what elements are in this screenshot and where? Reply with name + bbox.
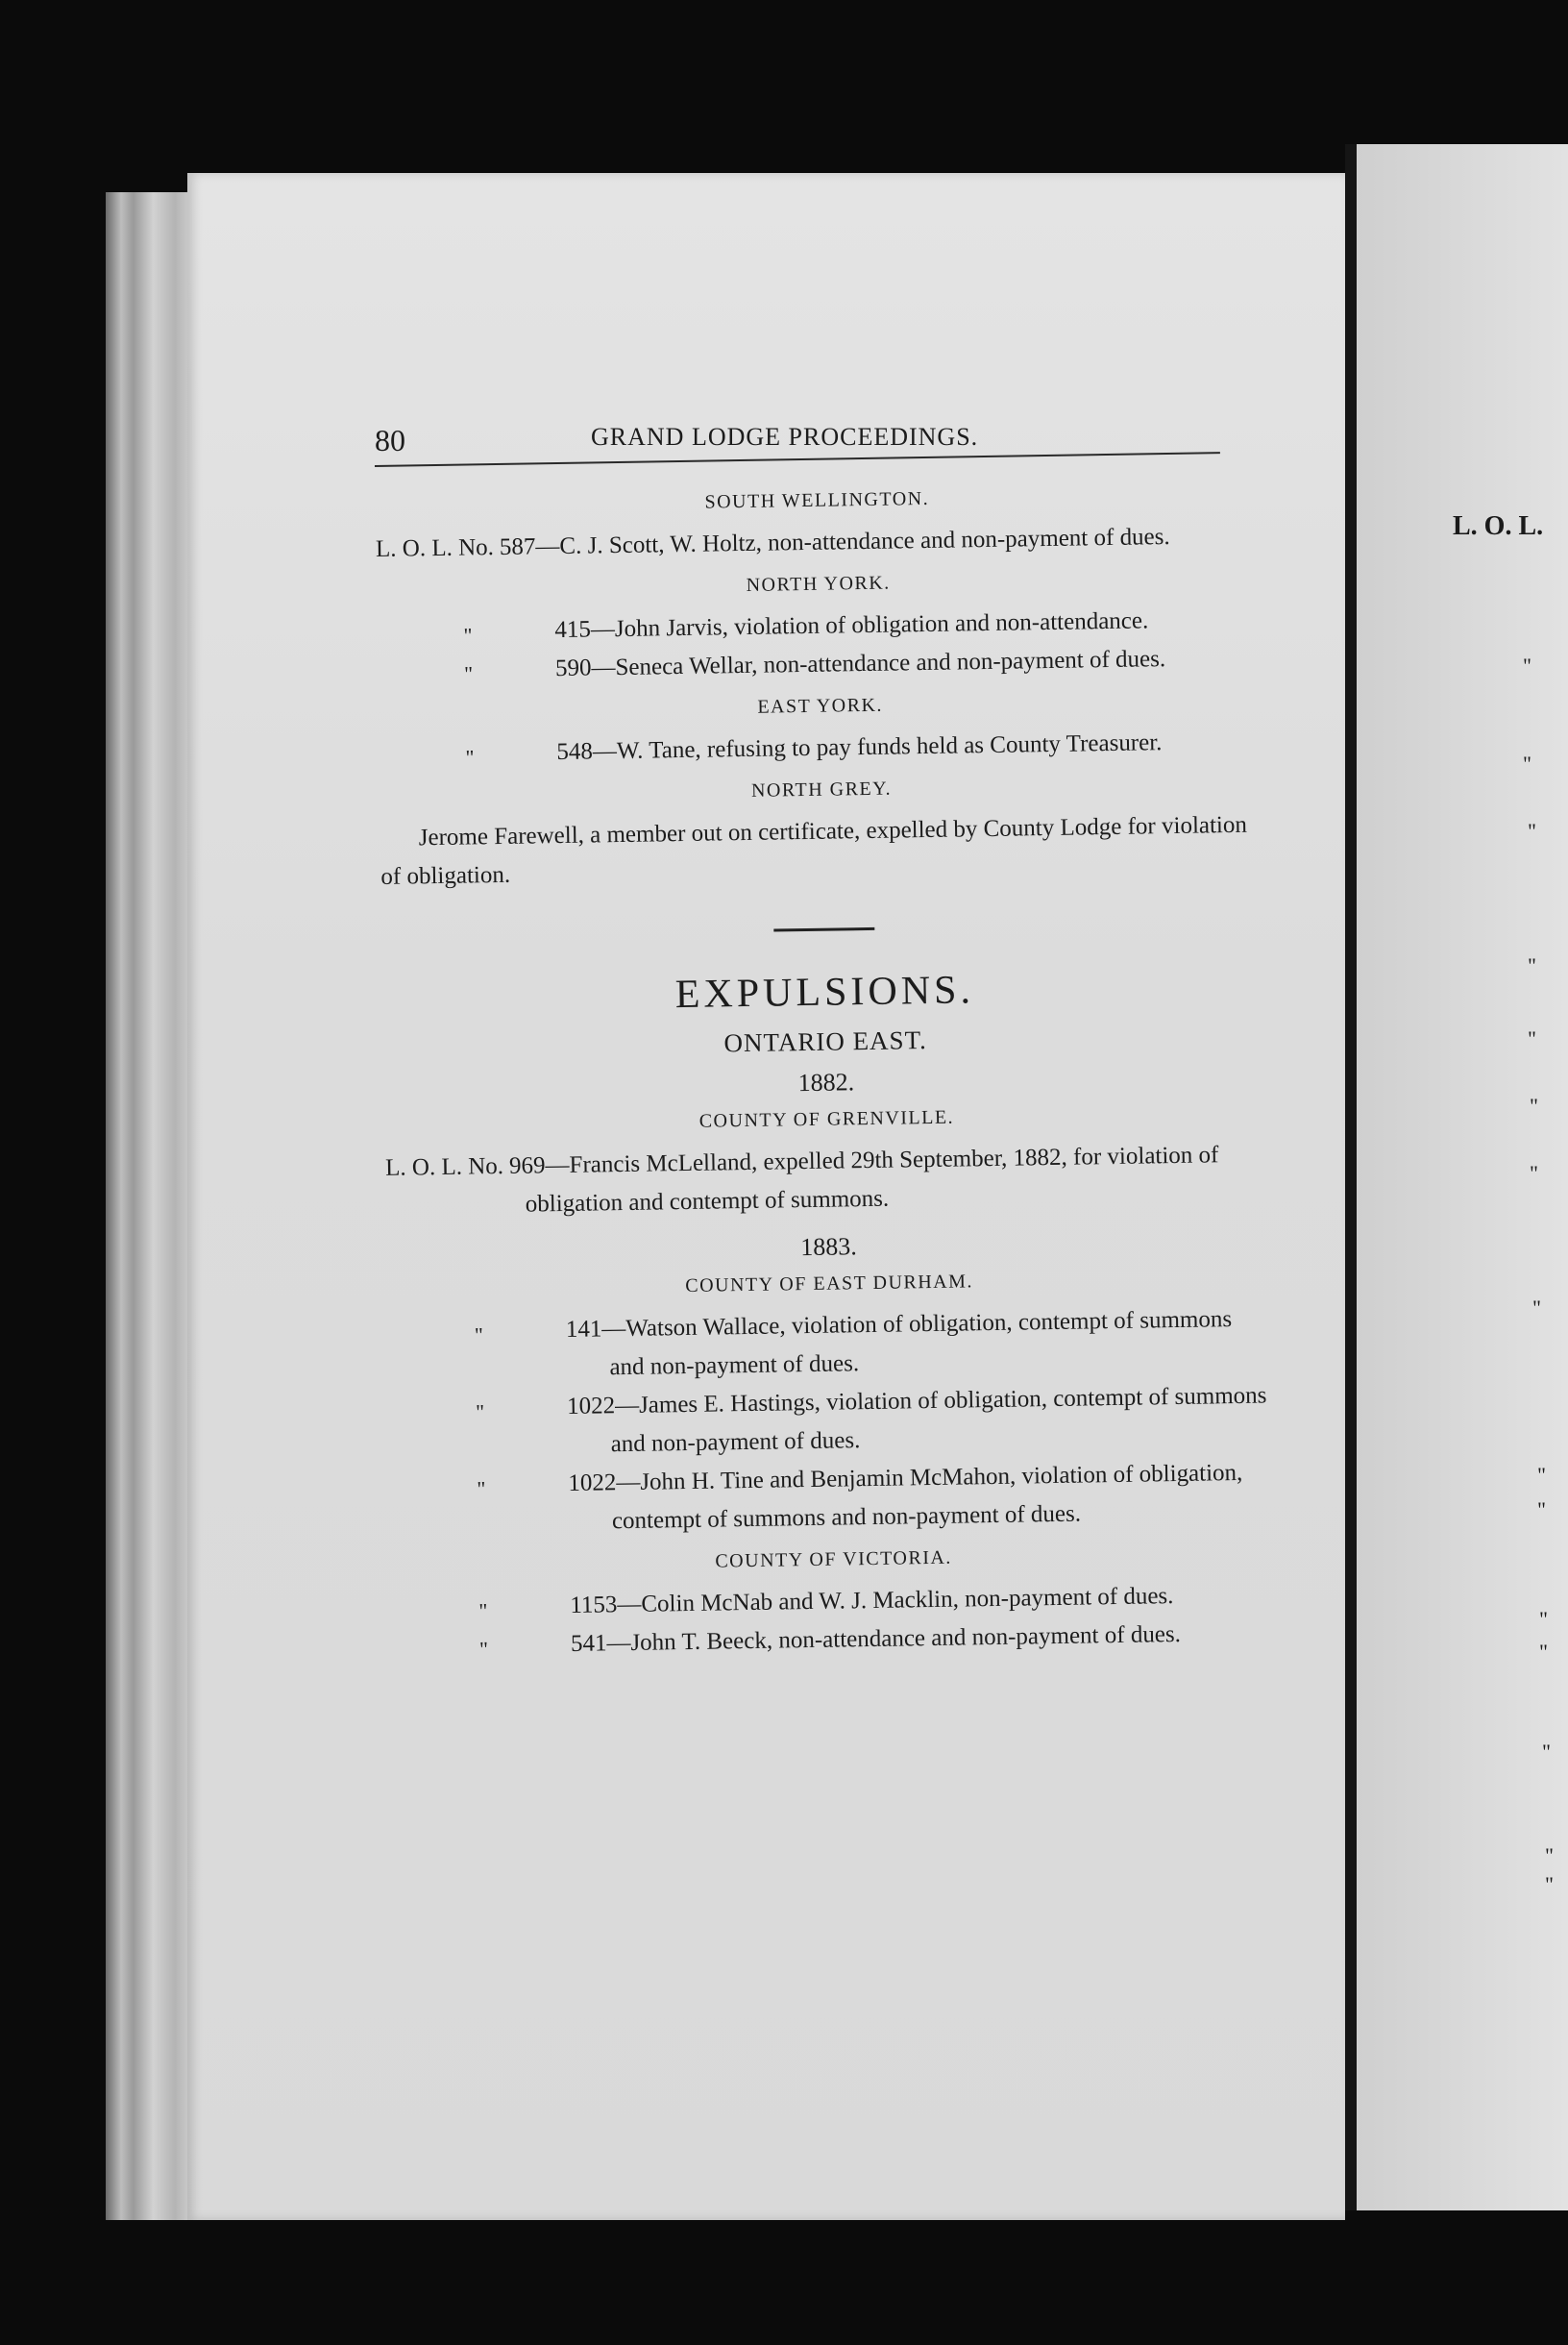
section-heading-north-york: NORTH YORK. <box>746 572 891 596</box>
year-heading-1882: 1882. <box>797 1068 855 1098</box>
entry-text: 1022—James E. Hastings, violation of obligation, contempt of summons and non-payment of dues. <box>566 1382 1267 1458</box>
facing-page-ditto: " <box>1528 1026 1536 1050</box>
facing-page-ditto: " <box>1545 1843 1554 1867</box>
facing-page-ditto: " <box>1528 953 1536 977</box>
entry-body: 587—C. J. Scott, W. Holtz, non-attendance and non-payment of dues. <box>499 524 1170 560</box>
entry-text: 141—Watson Wallace, violation of obligation, contempt of summons and non-payment of dues. <box>565 1306 1233 1381</box>
expulsions-subtitle: ONTARIO EAST. <box>723 1025 928 1058</box>
section-heading-south-wellington: SOUTH WELLINGTON. <box>704 487 930 513</box>
ditto-mark: " <box>478 1598 488 1623</box>
facing-page-ditto: " <box>1530 1094 1538 1118</box>
entry-body: 969—Francis McLelland, expelled 29th September, 1882, for violation of obligation and contempt of summons. <box>508 1142 1219 1218</box>
ditto-mark: " <box>463 623 473 648</box>
entry-text: 541—John T. Beeck, non-attendance and non-payment of dues. <box>570 1620 1182 1657</box>
list-item <box>390 1453 1275 1543</box>
facing-page-label: L. O. L. <box>1453 511 1544 541</box>
ditto-mark: " <box>477 1476 486 1501</box>
entry-prefix: L. O. L. No. <box>375 534 495 562</box>
section-heading-east-durham: COUNTY OF EAST DURHAM. <box>685 1271 974 1297</box>
section-heading-north-grey: NORTH GREY. <box>750 778 893 802</box>
list-item <box>388 1299 1273 1390</box>
section-divider <box>773 927 874 932</box>
entry-text: 590—Seneca Wellar, non-attendance and non-payment of dues. <box>554 646 1166 682</box>
facing-page-ditto: " <box>1537 1463 1546 1487</box>
entry-text: 415—John Jarvis, violation of obligation and non-attendance. <box>554 607 1149 644</box>
page-header <box>375 415 1220 473</box>
facing-page-ditto: " <box>1523 654 1531 678</box>
entry-prefix: L. O. L. No. <box>384 1152 504 1181</box>
ditto-mark: " <box>475 1399 485 1424</box>
section-heading-east-york: EAST YORK. <box>757 694 884 718</box>
expulsions-title: EXPULSIONS. <box>674 968 975 1018</box>
ditto-mark: " <box>465 745 475 770</box>
page-gutter <box>1345 144 1357 2210</box>
page-content <box>375 472 1277 1666</box>
entry-text: 548—W. Tane, refusing to pay funds held as County Treasurer. <box>556 729 1163 766</box>
entry-text: 1153—Colin McNab and W. J. Macklin, non-payment of dues. <box>570 1583 1174 1618</box>
facing-page-ditto: " <box>1542 1740 1551 1764</box>
facing-page-ditto: " <box>1528 819 1536 843</box>
section-heading-grenville: COUNTY OF GRENVILLE. <box>698 1106 955 1132</box>
header-rule <box>375 452 1220 467</box>
facing-page-ditto: " <box>1539 1640 1548 1664</box>
facing-page-ditto: " <box>1532 1296 1541 1320</box>
list-item <box>385 1135 1270 1225</box>
ditto-mark: " <box>478 1637 489 1662</box>
entry-text <box>385 1135 1270 1225</box>
list-item <box>376 517 1261 569</box>
facing-page-ditto: " <box>1523 752 1531 776</box>
list-item <box>389 1376 1274 1467</box>
section-heading-victoria: COUNTY OF VICTORIA. <box>715 1546 953 1572</box>
ditto-mark: " <box>463 661 474 686</box>
facing-page-ditto: " <box>1539 1607 1548 1631</box>
book-edge <box>106 192 192 2220</box>
entry-text: 1022—John H. Tine and Benjamin McMahon, violation of obligation, contempt of summons and non-payment of dues. <box>568 1459 1243 1535</box>
page-number: 80 <box>375 423 405 457</box>
facing-page-ditto: " <box>1530 1161 1538 1185</box>
north-grey-paragraph: Jerome Farewell, a member out on certificate, expelled by County Lodge for violation of obligation. <box>380 811 1248 890</box>
running-title: GRAND LODGE PROCEEDINGS. <box>591 423 979 451</box>
list-item <box>379 723 1263 775</box>
facing-page-ditto: " <box>1545 1872 1554 1896</box>
year-heading-1883: 1883. <box>800 1232 857 1262</box>
ditto-mark: " <box>474 1322 484 1347</box>
entry-text <box>376 517 1261 569</box>
facing-page-ditto: " <box>1537 1497 1546 1521</box>
